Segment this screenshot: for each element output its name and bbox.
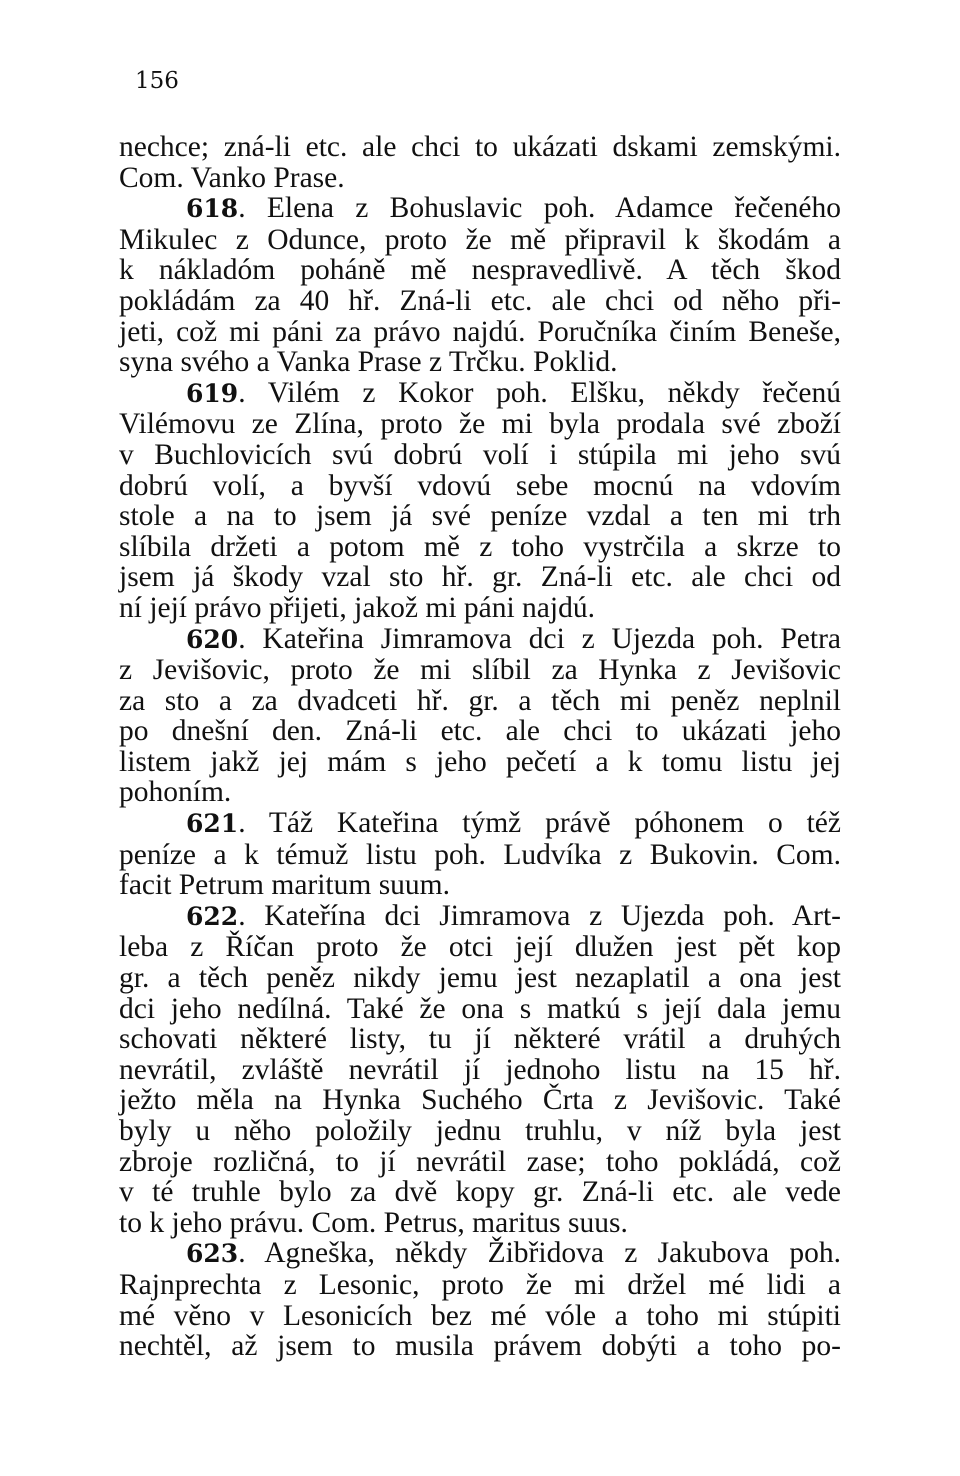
text-line <box>119 686 841 717</box>
line-text: Vilémovu ze Zlína, proto že mi byla prodala své zboží <box>119 408 841 441</box>
text-line <box>119 255 841 286</box>
text-line <box>119 501 841 532</box>
line-text: nechce; zná-li etc. ale chci to ukázati dskami zemskými. <box>119 131 841 163</box>
text-line <box>119 347 841 378</box>
text-line <box>119 1147 841 1178</box>
text-line <box>119 1116 841 1147</box>
text-line <box>119 532 841 563</box>
line-text: stole a na to jsem já své peníze vzdal a ten mi trh <box>119 500 841 533</box>
line-text: zbroje rozličná, to jí nevrátil zase; toho pokládá, což <box>119 1145 841 1178</box>
line-text: za sto a za dvadceti hř. gr. a těch mi peněz neplnil <box>119 684 841 717</box>
text-line <box>119 1177 841 1208</box>
line-text: leba z Říčan proto že otci její dlužen jest pět kop <box>119 931 841 964</box>
text-line <box>119 409 841 440</box>
line-text: v Buchlovicích svú dobrú volí i stúpila mi jeho svú <box>119 438 841 471</box>
line-text: mé věno v Lesonicích bez mé vóle a toho mi stúpiti <box>119 1299 841 1332</box>
line-text: nevrátil, zvláště nevrátil jí jednoho listu na 15 hř. <box>119 1053 841 1086</box>
line-text: nechtěl, až jsem to musila právem dobýti a toho po- <box>119 1330 841 1363</box>
entry-first-line <box>119 624 841 656</box>
text-line <box>119 317 841 348</box>
text-line <box>119 1331 841 1362</box>
line-text: Com. Vanko Prase. <box>119 161 345 194</box>
line-text: ní její právo přijeti, jakož mi páni najdú. <box>119 591 595 624</box>
line-text: dci jeho nedílná. Také že ona s matkú s její dala jemu <box>119 992 841 1025</box>
line-text: facit Petrum maritum suum. <box>119 869 450 902</box>
entry-number: 619 <box>186 378 239 408</box>
line-text: schovati některé listy, tu jí některé vrátil a druhých <box>119 1023 841 1056</box>
text-line <box>119 870 841 901</box>
line-text: jsem já škody vzal sto hř. gr. Zná-li etc. ale chci od <box>119 561 841 594</box>
text-line <box>119 1055 841 1086</box>
text-line <box>119 471 841 502</box>
entry-number: 621 <box>186 809 239 839</box>
text-line <box>119 1270 841 1301</box>
text-line <box>119 932 841 963</box>
text-line <box>119 655 841 686</box>
text-line <box>119 1208 841 1239</box>
line-text: . Vilém z Kokor poh. Elšku, někdy řečenú <box>238 376 841 409</box>
text-line <box>119 440 841 471</box>
text-line <box>119 963 841 994</box>
line-text: . Elena z Bohuslavic poh. Adamce řečeného <box>238 192 841 225</box>
line-text: byly u něho položily jednu truhlu, v níž byla jest <box>119 1115 841 1147</box>
entry-first-line <box>119 1238 841 1270</box>
text-line <box>119 593 841 624</box>
text-line <box>119 716 841 747</box>
line-text: slíbila držeti a potom mě z toho vystrčila a skrze to <box>119 530 841 563</box>
entry-number: 622 <box>186 901 239 931</box>
entry-number: 620 <box>186 624 239 654</box>
line-text: to k jeho právu. Com. Petrus, maritus suus. <box>119 1206 628 1239</box>
text-line <box>119 840 841 871</box>
line-text: Mikulec z Odunce, proto že mě připravil k škodám a <box>119 223 841 256</box>
line-text: po dnešní den. Zná-li etc. ale chci to ukázati jeho <box>119 715 841 748</box>
line-text: . Kateřína dci Jimramova z Ujezda poh. Art- <box>238 899 841 932</box>
line-text: jeti, což mi páni za právo najdú. Poručníka činím Beneše, <box>119 315 841 348</box>
text-line <box>119 163 841 194</box>
line-text: v té truhle bylo za dvě kopy gr. Zná-li etc. ale vede <box>119 1176 841 1209</box>
text-line <box>119 747 841 778</box>
entry-first-line <box>119 808 841 840</box>
text-line <box>119 132 841 163</box>
page-number: 156 <box>135 68 179 94</box>
text-line <box>119 286 841 317</box>
text-line <box>119 777 841 808</box>
line-text: dobrú volí, a byvší vdovú sebe mocnú na vdovím <box>119 469 841 502</box>
entry-first-line <box>119 378 841 410</box>
entry-first-line <box>119 193 841 225</box>
text-line <box>119 1085 841 1116</box>
line-text: z Jevišovic, proto že mi slíbil za Hynka z Jevišovic <box>119 654 841 687</box>
text-line <box>119 225 841 256</box>
line-text: pokládám za 40 hř. Zná-li etc. ale chci od něho při- <box>119 284 841 317</box>
line-text: . Agneška, někdy Žibřidova z Jakubova poh. <box>238 1237 841 1270</box>
line-text: Rajnprechta z Lesonic, proto že mi držel mé lidi a <box>119 1268 841 1301</box>
entry-number: 623 <box>186 1239 239 1269</box>
text-line <box>119 994 841 1025</box>
text-line <box>119 562 841 593</box>
line-text: peníze a k témuž listu poh. Ludvíka z Bukovin. Com. <box>119 838 841 871</box>
line-text: listem jakž jej mám s jeho pečetí a k tomu listu jej <box>119 745 841 778</box>
line-text: ježto měla na Hynka Suchého Črta z Jevišovic. Také <box>119 1084 841 1117</box>
text-line <box>119 1024 841 1055</box>
line-text: syna svého a Vanka Prase z Trčku. Poklid. <box>119 346 618 379</box>
entry-number: 618 <box>186 194 239 224</box>
line-text: . Táž Kateřina týmž právě póhonem o též <box>238 807 841 840</box>
entry-first-line <box>119 901 841 933</box>
text-line <box>119 1301 841 1332</box>
line-text: gr. a těch peněz nikdy jemu jest nezaplatil a ona jest <box>119 962 841 995</box>
line-text: k nákladóm poháně mě nespravedlivě. A těch škod <box>119 254 841 287</box>
line-text: . Kateřina Jimramova dci z Ujezda poh. Petra <box>238 622 841 655</box>
line-text: pohoním. <box>119 776 232 809</box>
body-text <box>119 132 841 1362</box>
